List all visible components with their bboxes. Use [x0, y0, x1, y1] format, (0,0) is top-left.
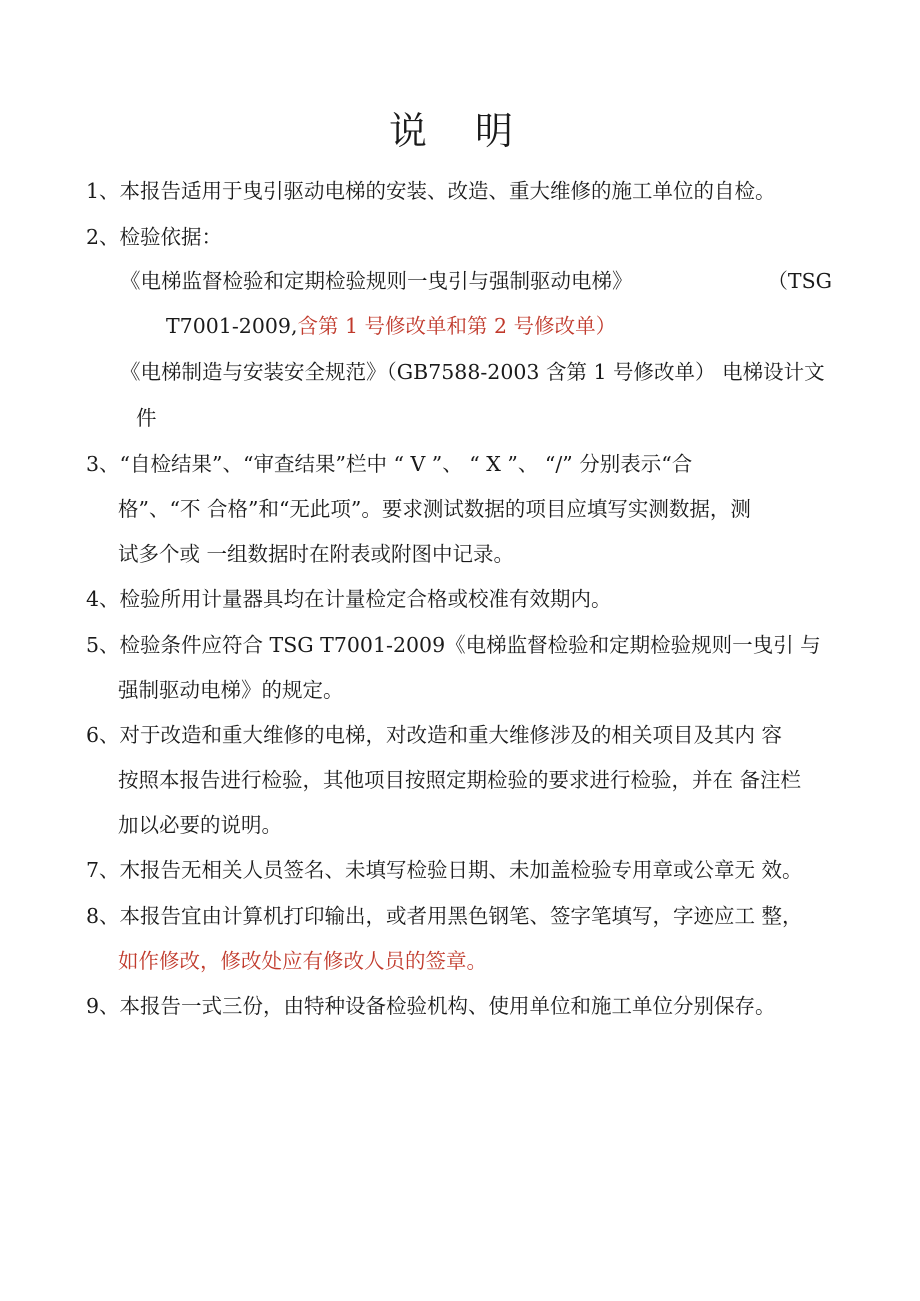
- reference-1-code: T7001-2009,: [166, 314, 298, 338]
- item-8-line-2: 如作修改，修改处应有修改人员的签章。: [118, 949, 487, 973]
- item-6-line-1: 6、对于改造和重大维修的电梯，对改造和重大维修涉及的相关项目及其内 容: [86, 723, 783, 747]
- item-2-heading: 2、检验依据：: [86, 225, 223, 249]
- item-3-line-2: 格”、“不 合格”和“无此项”。要求测试数据的项目应填写实测数据，测: [118, 497, 751, 521]
- item-7: 7、木报告无相关人员签名、未填写检验日期、未加盖检验专用章或公章无 效。: [86, 858, 803, 882]
- item-2-reference-1: [120, 266, 832, 296]
- item-5-line-2: 强制驱动电梯》的规定。: [118, 678, 344, 702]
- item-9: 9、本报告一式三份，由特种设备检验机构、使用单位和施工单位分别保存。: [86, 994, 776, 1018]
- item-1: 1、本报告适用于曳引驱动电梯的安装、改造、重大维修的施工单位的自检。: [86, 179, 776, 203]
- reference-1-title: 《电梯监督检验和定期检验规则一曳引与强制驱动电梯》: [120, 269, 633, 293]
- item-8-line-1: 8、本报告宜由计算机打印输出，或者用黑色钢笔、签字笔填写，字迹应工 整，: [86, 904, 803, 928]
- item-5-line-1: 5、检验条件应符合 TSG T7001-2009《电梯监督检验和定期检验规则一曳引 与: [86, 633, 821, 657]
- page-title: 说 明: [388, 109, 532, 153]
- item-2-reference-1-cont: [166, 311, 616, 341]
- item-2-reference-2-cont: 件: [136, 406, 157, 430]
- item-3-line-3: 试多个或 一组数据时在附表或附图中记录。: [118, 542, 515, 566]
- item-2-reference-2: 《电梯制造与安装安全规范》（GB7588-2003 含第 1 号修改单） 电梯设计文: [120, 360, 825, 384]
- item-6-line-3: 加以必要的说明。: [118, 813, 282, 837]
- item-4: 4、检验所用计量器具均在计量检定合格或校准有效期内。: [86, 587, 612, 611]
- item-3-line-1: 3、“自检结果”、“审查结果”栏中 “ V ”、 “ X ”、 “/” 分别表示“合: [86, 452, 693, 476]
- item-6-line-2: 按照本报告进行检验，其他项目按照定期检验的要求进行检验，并在 备注栏: [118, 768, 802, 792]
- reference-1-amendments: 含第 1 号修改单和第 2 号修改单）: [297, 314, 617, 338]
- reference-1-code-prefix: （TSG: [767, 269, 832, 293]
